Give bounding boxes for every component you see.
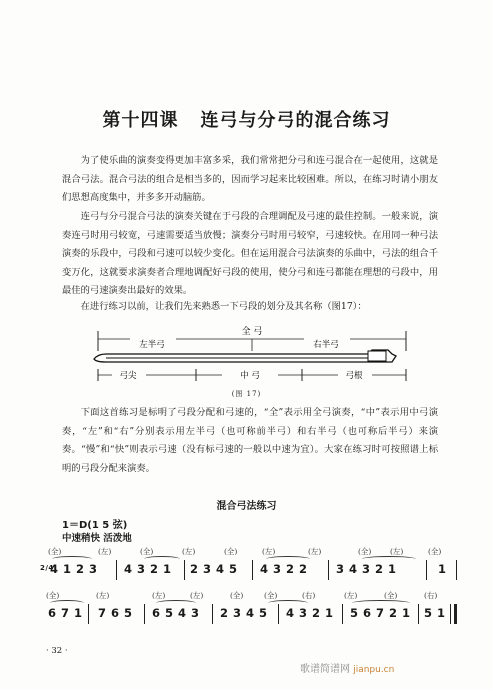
measure: 4 1 2 3 bbox=[50, 562, 98, 576]
notes-row bbox=[40, 606, 460, 624]
measure: 6 7 1 bbox=[48, 606, 83, 620]
measure: 4 3 2 1 bbox=[286, 606, 334, 620]
bow-mark: (全) bbox=[46, 591, 60, 600]
measure: 5 1 bbox=[424, 606, 446, 620]
key-signature: 1＝D(1 5 弦) bbox=[62, 520, 128, 531]
notation-line-2 bbox=[40, 588, 460, 638]
bow-mark: (右) bbox=[302, 591, 316, 600]
lesson-title bbox=[0, 106, 493, 132]
bow-mark: (全) bbox=[428, 547, 442, 556]
bar-line bbox=[342, 604, 343, 624]
paragraph-figure-intro: 在进行练习以前，让我们先来熟悉一下弓段的划分及其名称（图17）： bbox=[80, 301, 367, 312]
bar-line bbox=[212, 604, 213, 624]
measure: 4 3 2 2 bbox=[260, 562, 308, 576]
bar-line bbox=[418, 604, 419, 624]
paragraph-key-points: 连弓与分弓混合弓法的演奏关键在于弓段的合理调配及弓速的最佳控制。一般来说，演奏连弓时用弓较宽，弓速需要适当放慢；演奏分弓时用弓较窄，弓速较快。在用同一种弓法演奏的乐段中，弓段和弓速可以较少变化。但在运用混合弓法演奏的乐曲中，弓法的组合千变万化，这就要求演奏者合理地调配好弓段的使用，使分弓和连弓都能在理想的弓段中，用最佳的弓速演奏出最好的效果。 bbox=[62, 211, 438, 296]
bow-mark: (左) bbox=[96, 591, 110, 600]
bow-mark: (右) bbox=[424, 591, 438, 600]
bar-line bbox=[88, 604, 89, 624]
paragraph-exercise-intro: 下面这首练习是标明了弓段分配和弓速的，“全”表示用全弓演奏，“中”表示用中弓演奏，“左”和“右”分别表示用左半弓（也可称前半弓）和右半弓（也可称后半弓）来演奏。“慢”和“快”则表示弓速（没有标弓速的一般以中速为宜）。大家在练习时可按照谱上标明的弓段分配来演奏。 bbox=[62, 407, 438, 474]
measure: 5 6 7 2 1 bbox=[350, 606, 411, 620]
measure: 2 3 4 5 bbox=[190, 562, 238, 576]
site-watermark bbox=[300, 660, 394, 675]
bow-mark: (全) bbox=[264, 591, 278, 600]
exercise-title: 混合弓法练习 bbox=[216, 501, 277, 512]
measure: 7 6 5 bbox=[98, 606, 133, 620]
label-middle-bow: 中 弓 bbox=[240, 371, 260, 381]
label-bow-frog: 弓根 bbox=[345, 371, 363, 381]
figure-caption: (图 17) bbox=[231, 390, 262, 398]
bow-mark: (左) bbox=[190, 591, 204, 600]
paragraph-intro: 为了使乐曲的演奏变得更加丰富多采，我们常常把分弓和连弓混合在一起使用，这就是混合弓法。混合弓法的组合是相当多的，因而学习起来比较困难。所以，在练习时请小朋友们思想高度集中，并多多开动脑筋。 bbox=[62, 155, 438, 203]
lesson-number: 第十四课 bbox=[102, 110, 179, 131]
final-bar-line bbox=[454, 604, 457, 624]
bar-line bbox=[426, 560, 427, 580]
bow-mark: (左) bbox=[308, 547, 322, 556]
bar-line bbox=[116, 560, 117, 580]
bow-mark: (全) bbox=[384, 591, 398, 600]
label-full-bow: 全 弓 bbox=[241, 327, 263, 337]
bow-mark: (全) bbox=[140, 547, 154, 556]
label-bow-tip: 弓尖 bbox=[119, 371, 137, 381]
time-signature: 2/4 bbox=[40, 564, 54, 572]
bow-mark: (左) bbox=[344, 591, 358, 600]
bow-mark: (全) bbox=[48, 547, 62, 556]
bow-mark: (左) bbox=[98, 547, 112, 556]
bar-line bbox=[184, 560, 185, 580]
bow-mark: (左) bbox=[390, 547, 404, 556]
measure: 4 3 2 1 bbox=[124, 562, 172, 576]
bar-line bbox=[252, 560, 253, 580]
lesson-topic: 连弓与分弓的混合练习 bbox=[200, 110, 391, 131]
tempo-marking: 中速稍快 活泼地 bbox=[62, 533, 132, 544]
page-number: · 32 · bbox=[46, 646, 68, 656]
bow-mark: (全) bbox=[358, 547, 372, 556]
watermark-site-name: 歌谱简谱网 bbox=[300, 664, 350, 675]
notes-row bbox=[40, 562, 460, 580]
measure: 2 3 4 5 bbox=[220, 606, 268, 620]
measure: 1 bbox=[438, 562, 447, 576]
label-left-half-bow: 左半弓 bbox=[139, 340, 165, 350]
watermark-url: jianpu.cn bbox=[353, 665, 395, 675]
measure: 6 5 4 3 bbox=[152, 606, 200, 620]
bow-mark: (左) bbox=[262, 547, 276, 556]
bar-line bbox=[450, 604, 451, 624]
bar-line bbox=[144, 604, 145, 624]
label-right-half-bow: 右半弓 bbox=[313, 340, 339, 350]
measure: 3 4 3 2 1 bbox=[336, 562, 397, 576]
bow-mark: (全) bbox=[230, 591, 244, 600]
notation-line-1 bbox=[40, 544, 460, 594]
bow-mark: (左) bbox=[182, 547, 196, 556]
bar-line bbox=[278, 604, 279, 624]
bow-mark: (左) bbox=[152, 591, 166, 600]
bow-division-figure bbox=[92, 325, 412, 385]
bow-mark: (全) bbox=[224, 547, 238, 556]
bar-line bbox=[328, 560, 329, 580]
bar-line bbox=[456, 560, 457, 580]
